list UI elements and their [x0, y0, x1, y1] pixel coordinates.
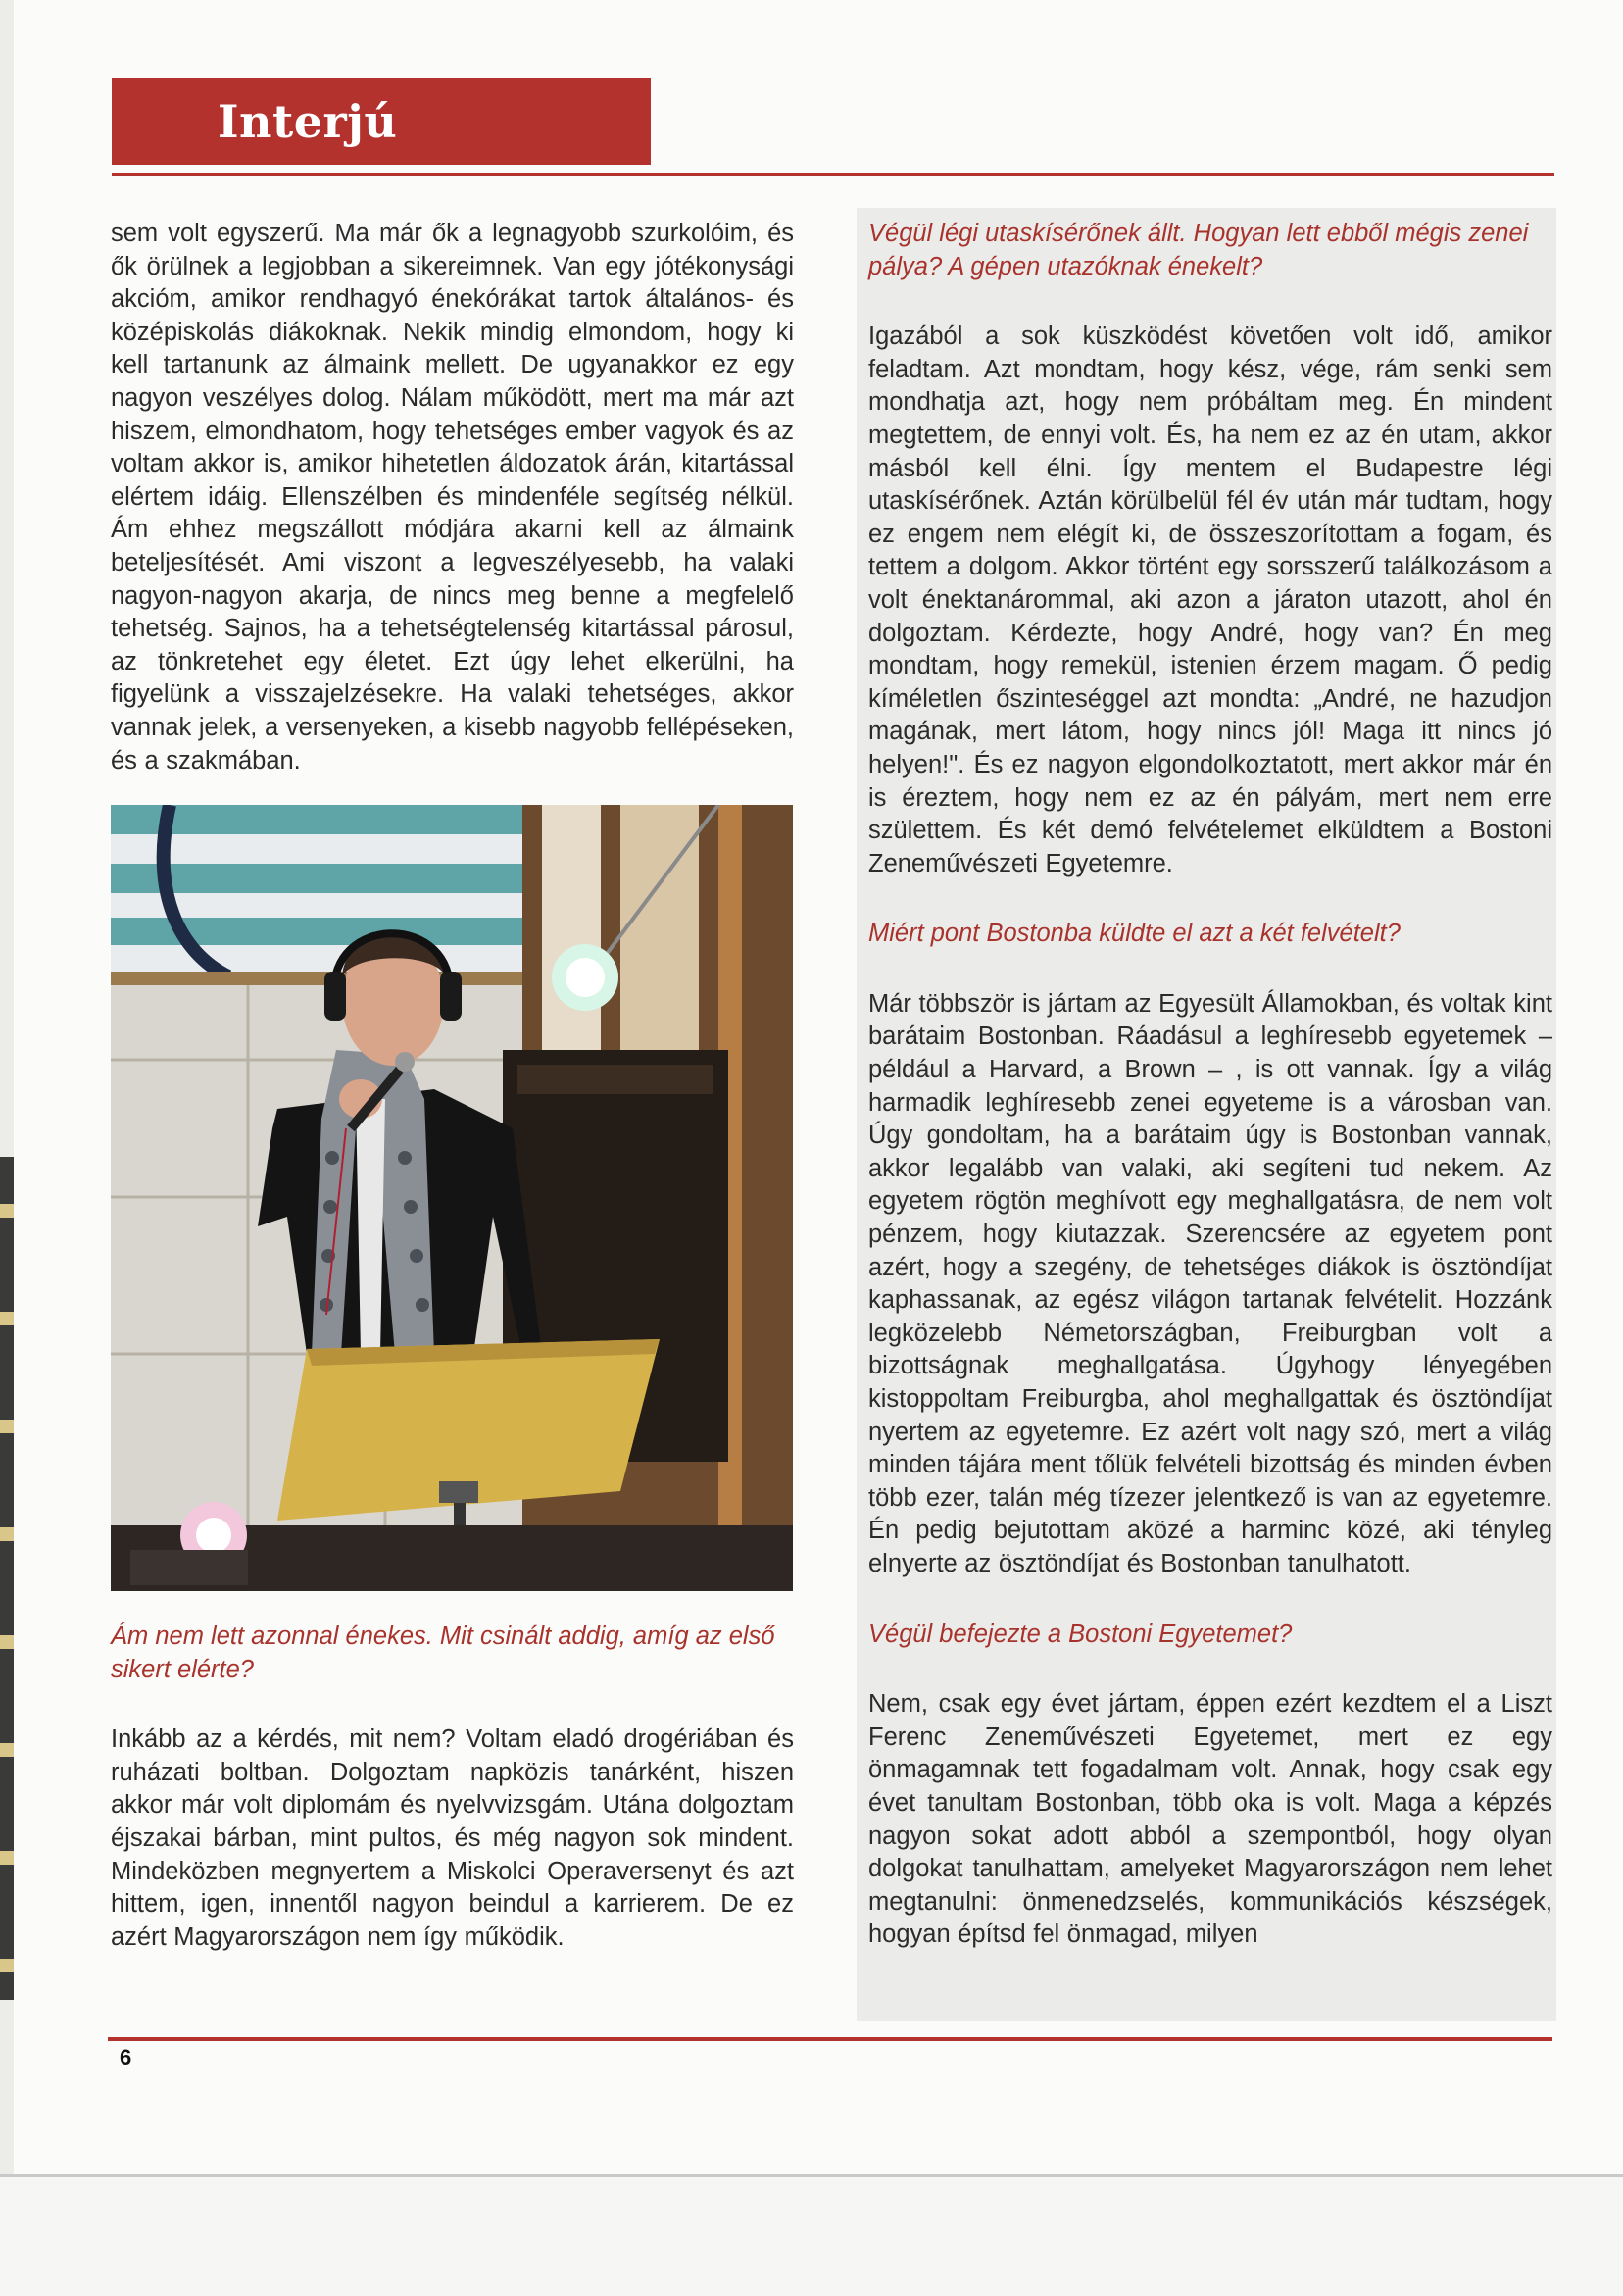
question-2: Végül légi utaskísérőnek állt. Hogyan lett ebből mégis zenei pálya? A gépen utazóknak énekelt?: [868, 220, 1529, 280]
section-title: Interjú: [218, 95, 398, 148]
top-rule: [112, 173, 1554, 176]
section-header: [112, 78, 651, 165]
scan-background: [0, 2174, 1623, 2296]
bottom-rule: [108, 2037, 1552, 2041]
answer-4: Nem, csak egy évet jártam, éppen ezért kezdtem el a Liszt Ferenc Zeneművészeti Egyetemet, mert ez egy önmagamnak tett fogadalmam volt. Annak, hogy csak egy évet tanultam Bostonban, több oka is volt. Maga a képzés nagyon sokat adott abból a szempontból, hogy olyan dolgokat tanulhattam, amelyeket Magyarországon nem lehet megtanulni: önmenedzselés, kommunikációs készségek, hogyan építsd fel önmagad, milyen: [868, 1690, 1552, 1949]
question-1: Ám nem lett azonnal énekes. Mit csinált addig, amíg az első sikert elérte?: [111, 1622, 775, 1683]
left-column: [111, 218, 794, 1954]
question-4: Végül befejezte a Bostoni Egyetemet?: [868, 1620, 1293, 1648]
scan-strip: [0, 1157, 14, 2000]
page-number: 6: [120, 2045, 132, 2070]
answer-3: Már többször is jártam az Egyesült Államokban, és voltak kint barátaim Bostonban. Ráadásul a leghíresebb egyetemek – például a Harvard, a Brown – , is ott vannak. Így a világ harmadik leghíresebb zenei egyeteme is a városban van. Úgy gondoltam, ha a barátaim úgy is Bostonban vannak, akkor legalább van valaki, aki segíteni tud nekem. Az egyetem rögtön meghívott egy meghallgatásra, de nem volt pénzem, hogy kiutazzak. Szerencsére az egyetem pont azért, hogy a szegény, de tehetséges diákok is ösztöndíjat kaphassanak, az egész világon tartanak felvételit. Hozzánk legközelebb Németországban, Freiburgban volt a bizottságnak meghallgatása. Úgyhogy lényegében kistoppoltam Freiburgba, ahol meghallgattak és ösztöndíjat nyertem az egyetemre. Ez azért volt nagy szó, mert a világ minden tájára ment tőlük felvételi bizottság és minden évben több ezer, talán még tízezer jelentkező is van az egyetemre. Én pedig bejutottam aközé a harminc közé, aki tényleg elnyerte az ösztöndíjat és Bostonban tanulhatott.: [868, 989, 1552, 1577]
question-3: Miért pont Bostonba küldte el azt a két felvételt?: [868, 920, 1401, 948]
right-column: [868, 218, 1552, 1952]
intro-paragraph: sem volt egyszerű. Ma már ők a legnagyobb szurkolóim, és ők örülnek a legjobban a sikereimnek. Van egy jótékonysági akcióm, amikor rendhagyó énekórákat tartok általános- és középiskolás diákoknak. Nekik mindig elmondom, hogy ki kell tartanunk az álmaink mellett. De ugyanakkor ez egy nagyon veszélyes dolog. Nálam működött, mert ma már azt hiszem, elmondhatom, hogy tehetséges ember vagyok és az voltam akkor is, amikor hihetetlen áldozatok árán, kitartással elértem idáig. Ellenszélben és mindenféle segítség nélkül. Ám ehhez megszállott módjára akarni kell az álmaink beteljesítését. Ami viszont a legveszélyesebb, ha valaki nagyon-nagyon akarja, de nincs meg benne a megfelelő tehetség. Sajnos, ha a tehetségtelenség kitartással párosul, az tönkretehet egy életet. Ezt úgy lehet elkerülni, ha figyelünk a visszajelzésekre. Ha valaki tehetséges, akkor vannak jelek, a versenyeken, a kisebb nagyobb fellépéseken, és a szakmában.: [111, 220, 794, 774]
answer-2: Igazából a sok küszködést követően volt idő, amikor feladtam. Azt mondtam, hogy kész, vége, rám senki sem mondhatja azt, hogy nem próbáltam meg. Én mindent megtettem, de ennyi volt. És, ha nem ez az én utam, akkor másból kell élni. Így mentem el Budapestre légi utaskísérőnek. Aztán körülbelül fél év után már tudtam, hogy ez engem nem elégít ki, de összeszorítottam a fogam, és tettem a dolgom. Akkor történt egy sorsszerű találkozásom a volt énektanárommal, aki azon a járaton utazott, ahol én dolgoztam. Kérdezte, hogy André, hogy van? Én meg mondtam, hogy remekül, istenien érzem magam. Ő pedig kíméletlen őszinteséggel azt mondta: „André, ne hazudjon magának, mert látom, hogy nincs jól! Maga itt nincs jó helyen!". És ez nagyon elgondolkoztatott, mert akkor már én is éreztem, hogy nem ez az én pályám, mert nem erre születtem. És két demó felvételemet elküldtem a Bostoni Zeneművészeti Egyetemre.: [868, 323, 1552, 877]
singer-photo: [111, 805, 793, 1591]
answer-1: Inkább az a kérdés, mit nem? Voltam eladó drogériában és ruházati boltban. Dolgoztam napközis tanárként, hiszen akkor már volt diplomám és nyelvvizsgám. Utána dolgoztam éjszakai bárban, mint pultos, és még nagyon sok mindent. Mindeközben megnyertem a Miskolci Operaversenyt és azt hittem, igen, innentől nagyon beindul a karrierem. De ez azért Magyarországon nem így működik.: [111, 1725, 794, 1951]
